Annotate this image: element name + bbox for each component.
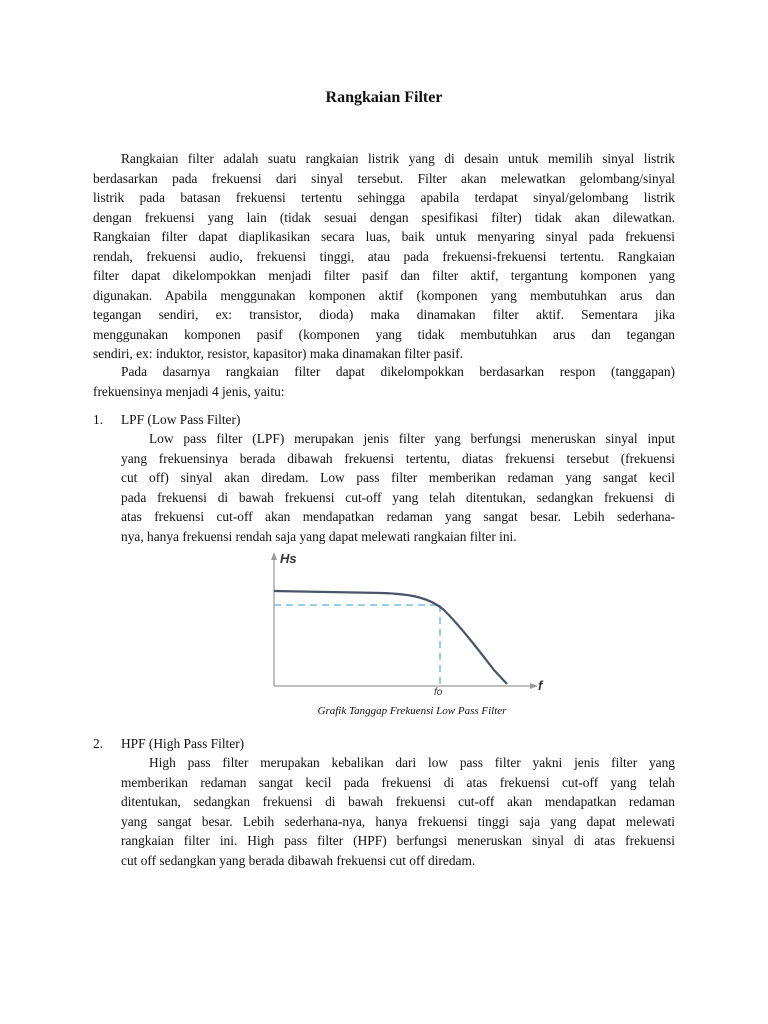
paragraph-line: Low pass filter (LPF) merupakan jenis filter yang berfungsi meneruskan sinyal input bbox=[149, 431, 675, 446]
paragraph-line: dengan frekuensi yang lain (tidak sesuai dengan spesifikasi filter) tidak akan dilewatkan. bbox=[93, 209, 675, 225]
paragraph-line: memberikan redaman sangat kecil pada frekuensi di atas frekuensi cut-off yang telah bbox=[121, 774, 675, 790]
paragraph-line: sendiri, ex: induktor, resistor, kapasitor) maka dinamakan filter pasif. bbox=[93, 346, 464, 361]
paragraph-line: atas frekuensi cut-off akan mendapatkan redaman yang sangat besar. Lebih sederhana- bbox=[121, 509, 675, 524]
y-axis-label: Hs bbox=[280, 551, 297, 566]
paragraph-line: listrik pada batasan frekuensi tertentu sehingga apabila terdapat sinyal/gelombang listrik bbox=[93, 190, 675, 205]
paragraph-line: cut off sedangkan yang berada dibawah frekuensi cut off diredam. bbox=[121, 852, 476, 868]
list-number: 1. bbox=[93, 412, 104, 427]
lpf-paragraph bbox=[121, 429, 675, 546]
paragraph-line: berdasarkan pada frekuensi dari sinyal tersebut. Filter akan melewatkan gelombang/sinyal bbox=[93, 170, 675, 186]
page-title: Rangkaian Filter bbox=[325, 89, 443, 106]
paragraph-line: yang frekuensinya berada dibawah frekuensi tertentu, diatas frekuensi tersebut (frekuensi bbox=[121, 450, 675, 466]
paragraph-line: digunakan. Apabila menggunakan komponen aktif (komponen yang membutuhkan arus dan bbox=[93, 287, 675, 303]
paragraph-line: High pass filter merupakan kebalikan dari low pass filter yakni jenis filter yang bbox=[149, 755, 675, 770]
classification-paragraph bbox=[93, 362, 675, 401]
paragraph-line: rangkaian filter ini. High pass filter (HPF) berfungsi meneruskan sinyal di atas frekuensi bbox=[121, 833, 675, 848]
paragraph-line: Rangkaian filter adalah suatu rangkaian listrik yang di desain untuk memilih sinyal listrik bbox=[121, 151, 675, 166]
list-heading: HPF (High Pass Filter) bbox=[121, 736, 245, 751]
paragraph-line: menggunakan komponen pasif (komponen yang tidak membutuhkan arus dan tegangan bbox=[93, 326, 675, 342]
x-axis-arrow bbox=[530, 683, 538, 689]
paragraph-line: nya, hanya frekuensi rendah saja yang dapat melewati rangkaian filter ini. bbox=[121, 528, 517, 544]
list-number: 2. bbox=[93, 736, 104, 751]
paragraph-line: tegangan sendiri, ex: transistor, dioda) maka dinamakan filter aktif. Sementara jika bbox=[93, 307, 675, 322]
hpf-paragraph bbox=[121, 753, 675, 870]
paragraph-line: rendah, frekuensi audio, frekuensi tinggi, atau pada frekuensi-frekuensi tertentu. Rangkaian bbox=[93, 248, 675, 264]
paragraph-line: frekuensinya menjadi 4 jenis, yaitu: bbox=[93, 383, 285, 399]
paragraph-line: yang sangat besar. Lebih sederhana-nya, hanya frekuensi tinggi saja yang dapat melewati bbox=[121, 813, 675, 829]
intro-paragraph bbox=[93, 149, 675, 364]
paragraph-line: cut off) sinyal akan diredam. Low pass filter memberikan redaman yang sangat kecil bbox=[121, 470, 675, 485]
paragraph-line: ditentukan, sedangkan frekuensi di bawah frekuensi cut-off akan mendapatkan redaman bbox=[121, 794, 675, 809]
y-axis-arrow bbox=[271, 552, 277, 560]
x-axis-label: f bbox=[538, 678, 543, 693]
response-curve bbox=[274, 591, 507, 684]
paragraph-line: Pada dasarnya rangkaian filter dapat dikelompokkan berdasarkan respon (tanggapan) bbox=[121, 364, 675, 379]
paragraph-line: pada frekuensi di bawah frekuensi cut-off yang telah ditentukan, sedangkan frekuensi di bbox=[121, 489, 675, 505]
figure-caption: Grafik Tanggap Frekuensi Low Pass Filter bbox=[317, 705, 507, 717]
list-heading: LPF (Low Pass Filter) bbox=[121, 412, 241, 427]
paragraph-line: filter dapat dikelompokkan menjadi filter pasif dan filter aktif, tergantung komponen yang bbox=[93, 268, 675, 283]
cutoff-label: fo bbox=[434, 687, 443, 698]
lpf-response-figure bbox=[262, 548, 562, 700]
paragraph-line: Rangkaian filter dapat diaplikasikan secara luas, baik untuk menyaring sinyal pada frekuensi bbox=[93, 229, 675, 244]
